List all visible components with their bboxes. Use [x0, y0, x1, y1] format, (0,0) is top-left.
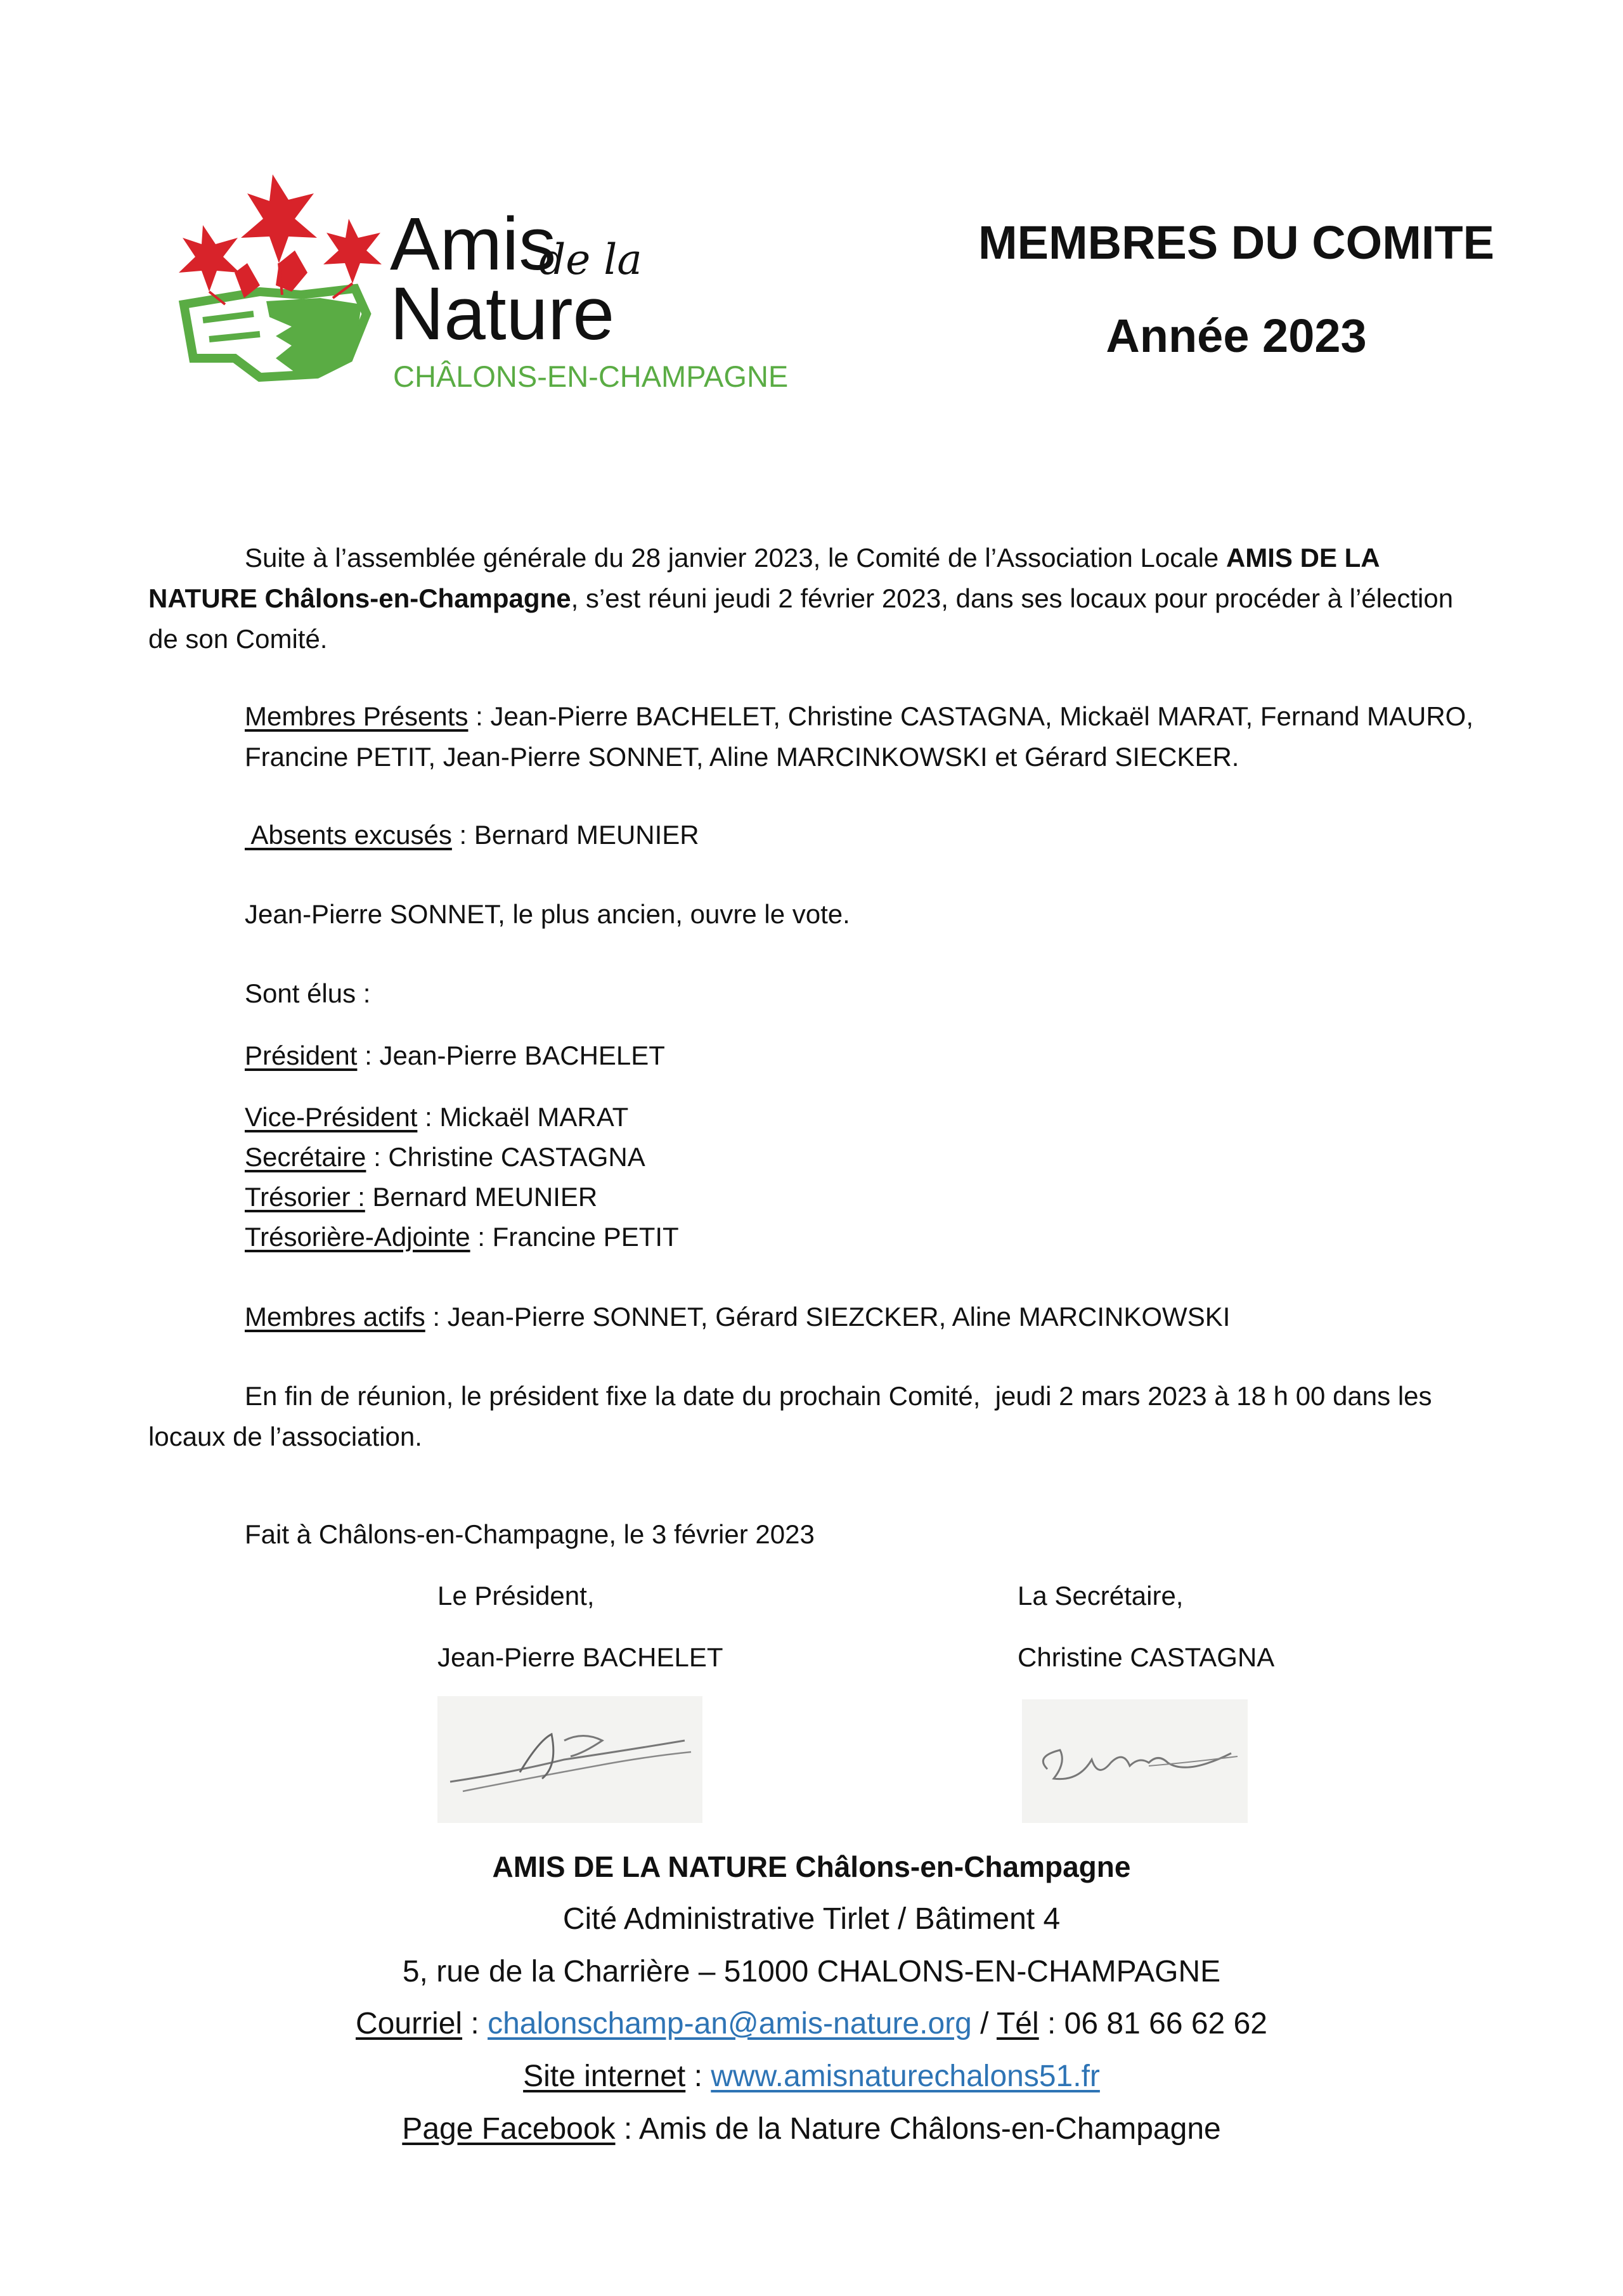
fait-line: Fait à Châlons-en-Champagne, le 3 février 2023 — [245, 1519, 815, 1549]
role-vice-president — [245, 1097, 628, 1138]
footer-facebook-line — [0, 2109, 1623, 2150]
footer-address-line2: 5, rue de la Charrière – 51000 CHALONS-EN-CHAMPAGNE — [402, 1955, 1221, 1988]
intro-part1: Suite à l’assemblée générale du 28 janvier 2023, le Comité de l’Association Locale — [245, 543, 1226, 573]
facebook-value: : Amis de la Nature Châlons-en-Champagne — [615, 2112, 1221, 2146]
footer-contact-line — [0, 2004, 1623, 2044]
signature-left-title: Le Président, — [437, 1581, 595, 1611]
presents-label: Membres Présents — [245, 701, 469, 731]
courriel-sep: : — [462, 2007, 488, 2040]
page-title: MEMBRES DU COMITE — [978, 216, 1494, 269]
presents-value: : Jean-Pierre BACHELET, Christine CASTAGNA, Mickaël MARAT, Fernand MAURO, Francine PETIT, Jean-Pierre SONNET, Aline MARCINKOWSKI et Gérard SIECKER. — [245, 701, 1473, 772]
role-value: : Jean-Pierre BACHELET — [357, 1041, 665, 1070]
signature-left-name: Jean-Pierre BACHELET — [437, 1642, 723, 1672]
role-label: Trésorier : — [245, 1182, 365, 1212]
logo-text-city: CHÂLONS-EN-CHAMPAGNE — [393, 360, 789, 393]
signature-right-title: La Secrétaire, — [1018, 1581, 1184, 1611]
logo-emblem-icon — [165, 168, 406, 396]
role-label: Président — [245, 1041, 358, 1070]
absents-paragraph — [245, 815, 1487, 855]
role-label: Vice-Président — [245, 1102, 418, 1132]
courriel-label: Courriel — [356, 2007, 463, 2040]
actifs-value: : Jean-Pierre SONNET, Gérard SIEZCKER, Aline MARCINKOWSKI — [425, 1302, 1231, 1332]
role-value: : Christine CASTAGNA — [366, 1142, 645, 1172]
absents-value: : Bernard MEUNIER — [451, 820, 699, 850]
vote-line: Jean-Pierre SONNET, le plus ancien, ouvre le vote. — [245, 899, 850, 929]
signature-president-image — [437, 1696, 702, 1823]
site-sep: : — [685, 2059, 711, 2093]
tel-value: : 06 81 66 62 62 — [1038, 2007, 1267, 2040]
page-year: Année 2023 — [1106, 309, 1367, 362]
role-value: Bernard MEUNIER — [365, 1182, 598, 1212]
role-label: Secrétaire — [245, 1142, 366, 1172]
intro-part2: , s’est réuni jeudi 2 février 2023, dans ses locaux pour procéder à l’élection de son Comité. — [148, 583, 1454, 654]
facebook-label: Page Facebook — [402, 2112, 616, 2146]
presents-paragraph — [245, 696, 1487, 777]
role-secretaire — [245, 1137, 645, 1177]
intro-bold-org: AMIS DE LA NATURE Châlons-en-Champagne — [148, 543, 1380, 613]
intro-paragraph — [148, 538, 1480, 659]
role-value: : Mickaël MARAT — [417, 1102, 629, 1132]
logo-text-de-la: de la — [539, 235, 642, 284]
footer-site-line — [0, 2056, 1623, 2097]
footer-org: AMIS DE LA NATURE Châlons-en-Champagne — [492, 1850, 1131, 1883]
role-value: : Francine PETIT — [470, 1222, 679, 1252]
elected-title: Sont élus : — [245, 978, 371, 1008]
website-link[interactable]: www.amisnaturechalons51.fr — [711, 2059, 1100, 2093]
email-link[interactable]: chalonschamp-an@amis-nature.org — [488, 2007, 972, 2040]
signature-secretaire-image — [1022, 1699, 1248, 1823]
tel-sep: / — [971, 2007, 997, 2040]
actifs-paragraph — [245, 1297, 1230, 1337]
actifs-label: Membres actifs — [245, 1302, 425, 1332]
tel-label: Tél — [996, 2007, 1039, 2040]
logo — [165, 168, 812, 396]
signature-right-name: Christine CASTAGNA — [1018, 1642, 1275, 1672]
site-label: Site internet — [523, 2059, 686, 2093]
role-president — [245, 1035, 665, 1076]
role-label: Trésorière-Adjointe — [245, 1222, 470, 1252]
logo-text-nature: Nature — [390, 272, 615, 356]
logo-text-amis: Amis — [390, 202, 557, 286]
role-tresoriere-adjointe — [245, 1217, 679, 1257]
closing-paragraph: En fin de réunion, le président fixe la date du prochain Comité, jeudi 2 mars 2023 à 18 h 00 dans les locaux de l’association. — [148, 1381, 1440, 1451]
role-tresorier — [245, 1177, 597, 1217]
absents-label: Absents excusés — [245, 820, 452, 850]
footer-address-line1: Cité Administrative Tirlet / Bâtiment 4 — [562, 1902, 1061, 1936]
